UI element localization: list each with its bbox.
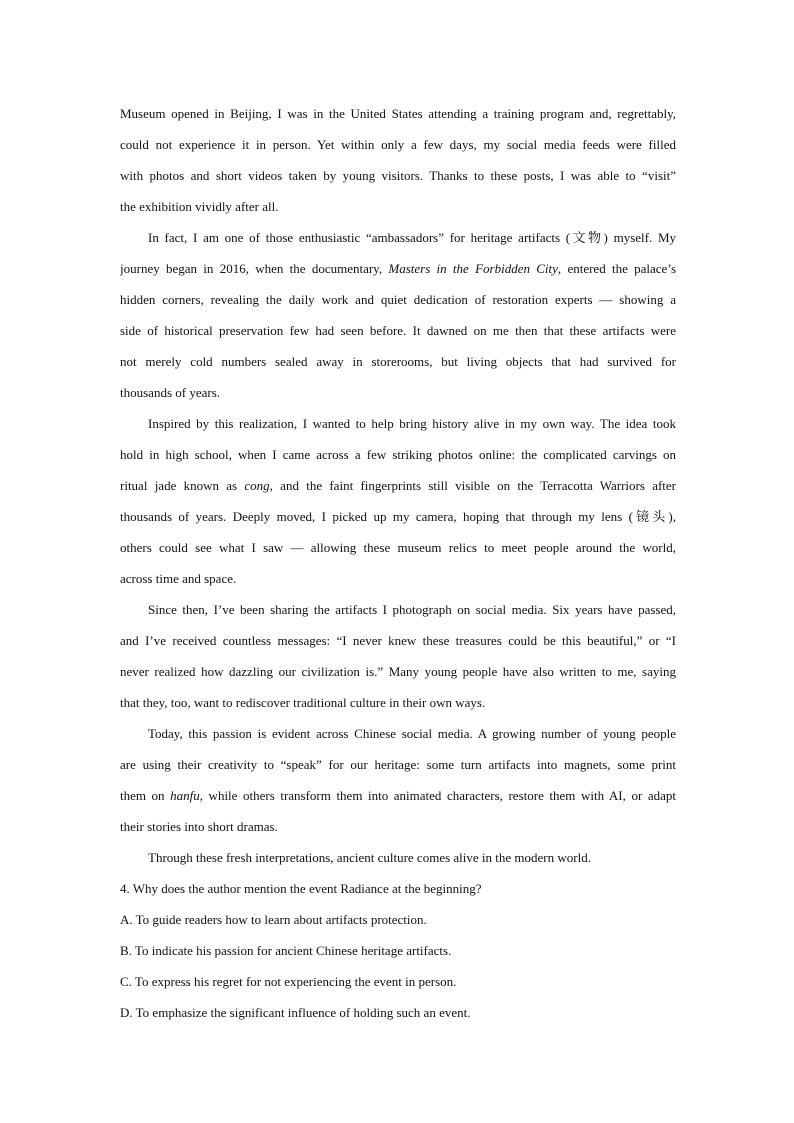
text-segment: side of historical preservation few had seen before. It dawned on me then that these artifacts were [120,323,676,338]
text-segment: thousands of years. [120,385,221,400]
text-segment: hidden corners, revealing the daily work and quiet dedication of restoration experts — showing a [120,292,676,307]
paragraph-line [120,718,676,749]
text-segment: are using their creativity to “speak” for our heritage: some turn artifacts into magnets, some print [120,757,676,772]
question-stem: 4. Why does the author mention the event Radiance at the beginning? [120,881,482,896]
paragraph-line [120,811,676,842]
paragraph-line [120,408,676,439]
paragraph-line [120,222,676,253]
paragraph-line [120,253,676,284]
text-segment: Today, this passion is evident across Chinese social media. A growing number of young people [148,726,676,741]
text-segment: journey began in 2016, when the documentary, [120,261,389,276]
paragraph-line [120,687,676,718]
paragraph-line [120,315,676,346]
text-segment: , and the faint fingerprints still visible on the Terracotta Warriors after [269,478,676,493]
text-segment: their stories into short dramas. [120,819,278,834]
paragraph-line [120,594,676,625]
text-segment: hold in high school, when I came across a few striking photos online: the complicated carvings on [120,447,676,462]
text-segment: , while others transform them into animated characters, restore them with AI, or adapt [199,788,676,803]
paragraph [120,98,676,222]
answer-option-d[interactable]: D. To emphasize the significant influence of holding such an event. [120,1005,471,1020]
text-segment: them on [120,788,171,803]
paragraph-line [120,842,676,873]
text-segment: Inspired by this realization, I wanted to help bring history alive in my own way. The idea took [148,416,676,431]
text-segment: across time and space. [120,571,237,586]
paragraph-line [120,129,676,160]
reading-passage [120,98,676,873]
paragraph-line [120,191,676,222]
italic-title-text: cong [244,478,270,493]
text-segment: with photos and short videos taken by young visitors. Thanks to these posts, I was able to “visit” [120,168,676,183]
paragraph [120,718,676,842]
text-segment: Through these fresh interpretations, ancient culture comes alive in the modern world. [148,850,591,865]
question-block [120,873,676,1028]
paragraph-line [120,656,676,687]
italic-title-text: Masters in the Forbidden City [388,261,558,276]
paragraph [120,594,676,718]
paragraph-line [120,625,676,656]
text-segment: , entered the palace’s [557,261,676,276]
italic-title-text: hanfu [170,788,200,803]
paragraph [120,222,676,408]
text-segment: and I’ve received countless messages: “I never knew these treasures could be this beautiful,” or “I [120,633,676,648]
text-segment: never realized how dazzling our civilization is.” Many young people have also written to me, saying [120,664,676,679]
paragraph-line [120,439,676,470]
paragraph-line [120,346,676,377]
text-segment: that they, too, want to rediscover traditional culture in their own ways. [120,695,486,710]
text-segment: others could see what I saw — allowing these museum relics to meet people around the world, [120,540,676,555]
answer-option-a[interactable]: A. To guide readers how to learn about artifacts protection. [120,912,427,927]
text-segment: Since then, I’ve been sharing the artifacts I photograph on social media. Six years have passed, [148,602,676,617]
paragraph-line [120,470,676,501]
paragraph-line [120,749,676,780]
text-segment: thousands of years. Deeply moved, I picked up my camera, hoping that through my lens (镜头), [120,509,676,524]
text-segment: not merely cold numbers sealed away in storerooms, but living objects that had survived for [120,354,676,369]
text-segment: ritual jade known as [120,478,245,493]
paragraph-line [120,377,676,408]
paragraph [120,842,676,873]
paragraph-line [120,284,676,315]
text-segment: the exhibition vividly after all. [120,199,279,214]
paragraph-line [120,563,676,594]
paragraph-line [120,501,676,532]
text-segment: In fact, I am one of those enthusiastic “ambassadors” for heritage artifacts (文物) myself. My [148,230,676,245]
paragraph-line [120,780,676,811]
paragraph-line [120,98,676,129]
paragraph [120,408,676,594]
text-segment: could not experience it in person. Yet within only a few days, my social media feeds were filled [120,137,676,152]
paragraph-line [120,160,676,191]
text-segment: Museum opened in Beijing, I was in the United States attending a training program and, regrettably, [120,106,676,121]
document-page [120,98,676,1028]
paragraph-line [120,532,676,563]
answer-option-c[interactable]: C. To express his regret for not experiencing the event in person. [120,974,457,989]
answer-option-b[interactable]: B. To indicate his passion for ancient Chinese heritage artifacts. [120,943,452,958]
